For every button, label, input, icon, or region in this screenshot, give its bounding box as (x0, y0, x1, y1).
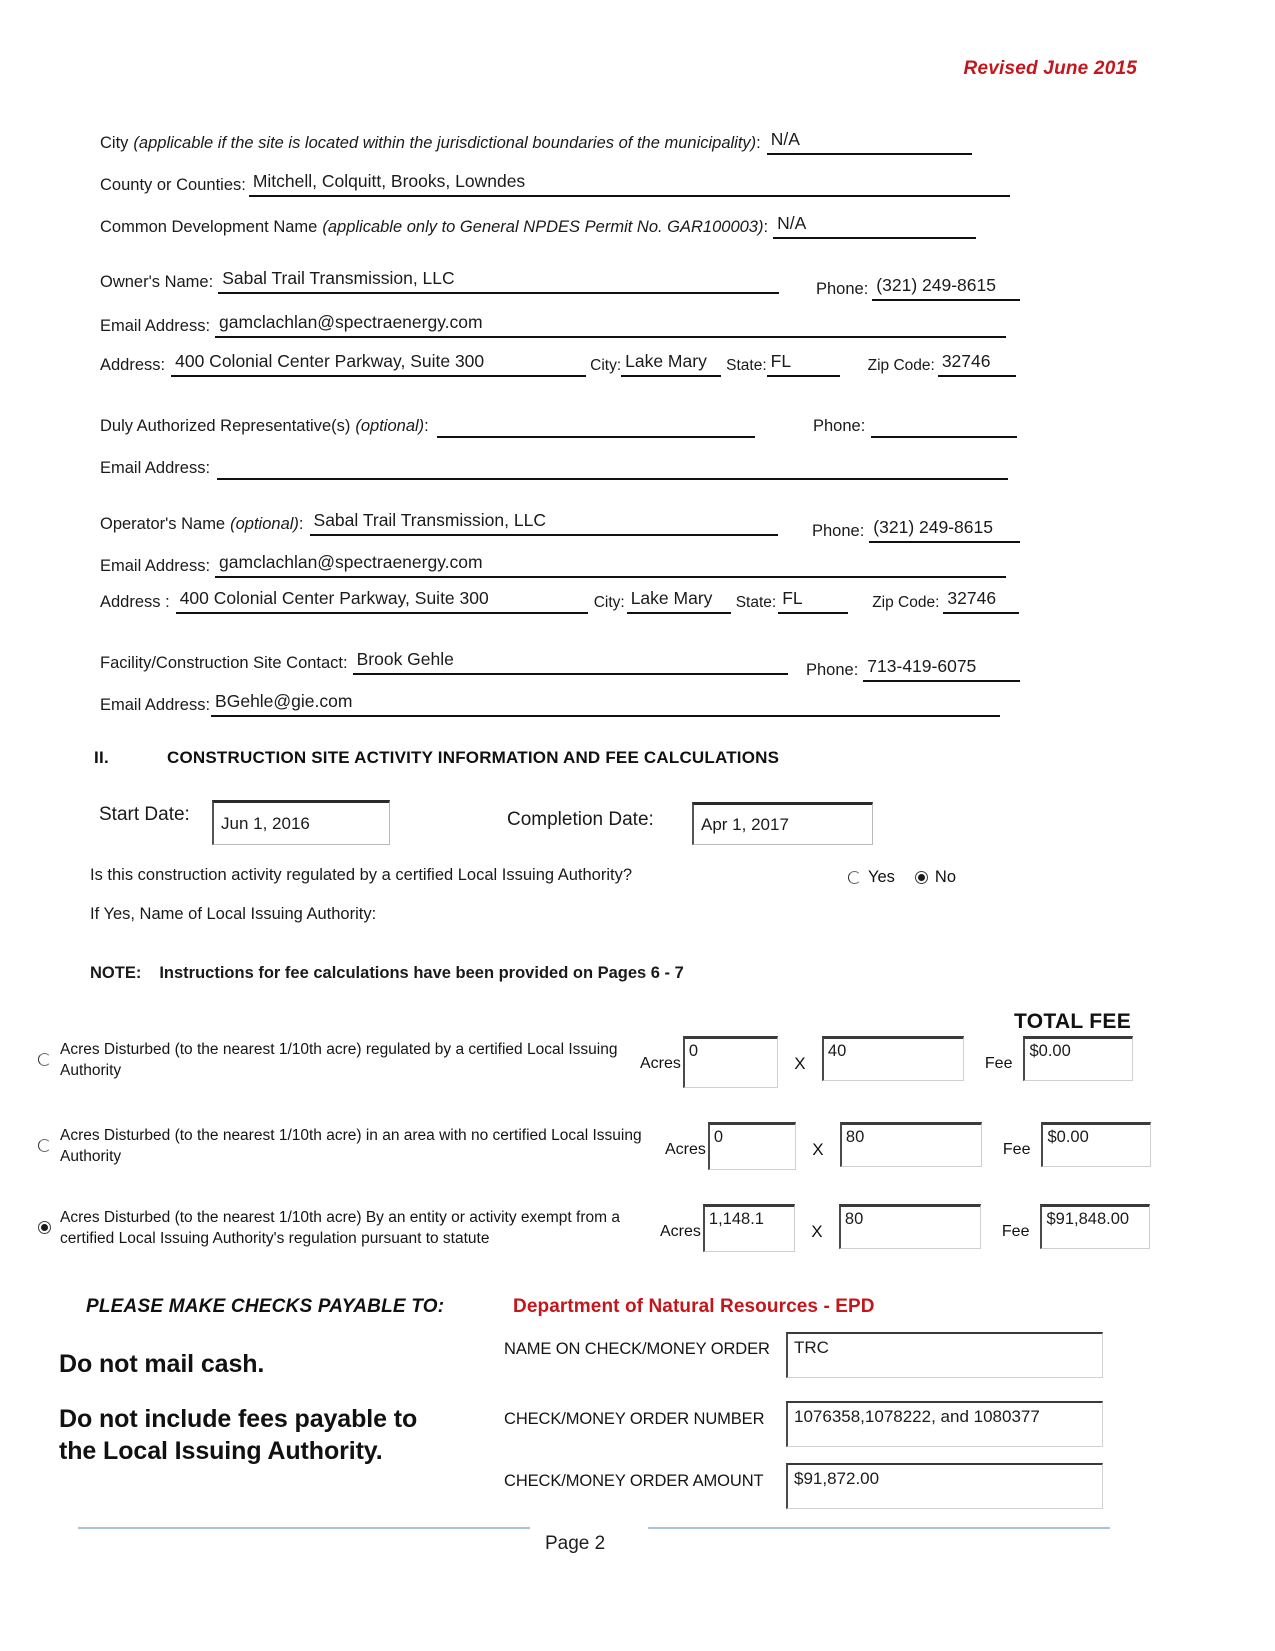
fee-row-2-acres-value: 0 (713, 1128, 724, 1146)
lia-question-wrap (90, 866, 632, 887)
fee-row-3-description: Acres Disturbed (to the nearest 1/10th acre) By an entity or activity exempt from a certified Local Issuing Authority's regulation pursuant to statute (60, 1209, 620, 1247)
fee-row-2 (38, 1122, 1151, 1170)
fee-row-1-description: Acres Disturbed (to the nearest 1/10th acre) regulated by a certified Local Issuing Authority (60, 1041, 618, 1079)
field-row-county (100, 172, 1010, 197)
footer-rule-left (78, 1527, 530, 1529)
representative-phone-input[interactable] (871, 413, 1017, 438)
owner-email-input[interactable] (215, 313, 1006, 338)
owner-name-value: Sabal Trail Transmission, LLC (222, 267, 455, 288)
fee-row-1-rate-input[interactable] (822, 1036, 964, 1081)
owner-email-label: Email Address: (100, 317, 211, 336)
operator-city-input[interactable] (627, 589, 731, 614)
city-value: N/A (770, 128, 800, 149)
field-row-common-development-name (100, 214, 976, 239)
field-row-site-contact-email (100, 692, 1000, 717)
fee-row-2-fee-label: Fee (1002, 1141, 1031, 1158)
operator-address-input[interactable] (176, 589, 588, 614)
site-contact-value: Brook Gehle (356, 648, 454, 669)
operator-zip-value: 32746 (947, 587, 997, 608)
fee-row-1-acres-value: 0 (688, 1042, 699, 1060)
warning-no-lia-fees-line1: Do not include fees payable to (59, 1405, 418, 1433)
fee-row-2-rate-input[interactable] (840, 1122, 982, 1167)
completion-date-input[interactable] (692, 802, 873, 845)
owner-zip-label: Zip Code: (867, 357, 935, 375)
operator-phone-label: Phone: (812, 522, 865, 541)
city-label: City (100, 134, 129, 153)
operator-phone-input[interactable] (869, 518, 1020, 543)
common-development-value: N/A (777, 212, 807, 233)
operator-phone-value: (321) 249-8615 (873, 516, 993, 537)
operator-email-value: gamclachlan@spectraenergy.com (219, 551, 483, 572)
owner-name-label: Owner's Name: (100, 273, 214, 292)
check-number-label: CHECK/MONEY ORDER NUMBER (504, 1410, 765, 1428)
note-label: NOTE: (90, 964, 142, 982)
site-contact-input[interactable] (353, 650, 788, 675)
field-row-owner-phone (816, 276, 1020, 301)
field-row-owner-email (100, 313, 1006, 338)
fee-row-3-rate-value: 80 (844, 1210, 864, 1228)
field-row-owner-address (100, 352, 1016, 377)
owner-email-value: gamclachlan@spectraenergy.com (219, 311, 483, 332)
operator-name-input[interactable] (310, 511, 778, 536)
representative-name-input[interactable] (437, 413, 755, 438)
fee-row-2-rate-value: 80 (845, 1128, 865, 1146)
fee-row-2-radio-wrap[interactable] (38, 1122, 60, 1152)
owner-state-input[interactable] (767, 352, 840, 377)
operator-name-label-qualifier: (optional) (230, 515, 299, 534)
fee-row-3-acres-input[interactable] (703, 1204, 795, 1252)
fee-row-2-fee-value: $0.00 (1047, 1128, 1089, 1146)
operator-name-value: Sabal Trail Transmission, LLC (313, 509, 546, 530)
completion-date-value: Apr 1, 2017 (701, 814, 789, 834)
lia-no-label: No (934, 868, 957, 886)
operator-zip-label: Zip Code: (872, 594, 940, 612)
city-label-qualifier: (applicable if the site is located within the jurisdictional boundaries of the municipality) (133, 134, 757, 153)
fee-row-1 (38, 1036, 1133, 1088)
common-development-input[interactable] (773, 214, 976, 239)
operator-email-input[interactable] (215, 553, 1006, 578)
fee-row-2-acres-label: Acres (665, 1141, 706, 1158)
fee-row-1-fee-input[interactable] (1023, 1036, 1133, 1081)
county-input[interactable] (249, 172, 1010, 197)
fee-row-2-acres-input[interactable] (708, 1122, 796, 1170)
warning-no-lia-fees-line2: the Local Issuing Authority. (59, 1437, 383, 1465)
fee-row-1-rate-value: 40 (827, 1042, 847, 1060)
representative-label-colon: : (424, 417, 429, 436)
owner-phone-input[interactable] (872, 276, 1020, 301)
lia-question-label: Is this construction activity regulated by a certified Local Issuing Authority? (90, 866, 633, 884)
fee-row-3-multiply-symbol: X (811, 1222, 823, 1241)
payable-to-value: Department of Natural Resources - EPD (513, 1296, 875, 1317)
owner-city-value: Lake Mary (625, 350, 707, 371)
field-row-representative-phone (813, 413, 1017, 438)
lia-name-label: If Yes, Name of Local Issuing Authority: (90, 905, 377, 923)
field-row-site-contact-phone (806, 657, 1020, 682)
fee-row-3-acres-label: Acres (660, 1223, 701, 1240)
field-row-representative-name (100, 413, 755, 438)
fee-row-1-multiply-symbol: X (794, 1054, 806, 1073)
completion-date-label-wrap (507, 809, 654, 833)
owner-address-label: Address: (100, 356, 166, 375)
operator-zip-input[interactable] (943, 589, 1019, 614)
start-date-input[interactable] (212, 800, 390, 845)
warning-no-cash: Do not mail cash. (59, 1350, 265, 1378)
city-input[interactable] (767, 130, 972, 155)
check-amount-input[interactable] (786, 1463, 1103, 1509)
site-contact-email-value: BGehle@gie.com (215, 690, 353, 711)
start-date-label-wrap (99, 804, 190, 828)
field-row-representative-email (100, 455, 1008, 480)
owner-zip-input[interactable] (938, 352, 1016, 377)
fee-row-3-fee-label: Fee (1001, 1223, 1030, 1240)
common-development-label-qualifier: (applicable only to General NPDES Permit No. GAR100003) (322, 218, 764, 237)
operator-state-label: State: (735, 594, 777, 612)
start-date-label: Start Date: (99, 804, 190, 825)
lia-yes-label: Yes (868, 868, 895, 886)
site-contact-email-label: Email Address: (100, 696, 211, 715)
owner-name-input[interactable] (218, 269, 779, 294)
fee-row-3-fee-input[interactable] (1040, 1204, 1150, 1249)
warning-no-lia-fees (59, 1403, 459, 1467)
check-amount-label: CHECK/MONEY ORDER AMOUNT (504, 1472, 764, 1490)
operator-city-label: City: (593, 594, 625, 612)
fee-row-1-fee-label: Fee (984, 1055, 1013, 1072)
county-value: Mitchell, Colquitt, Brooks, Lowndes (252, 170, 526, 191)
common-development-label-colon: : (763, 218, 769, 237)
owner-address-value: 400 Colonial Center Parkway, Suite 300 (175, 350, 485, 371)
fee-row-1-fee-value: $0.00 (1029, 1042, 1071, 1060)
fee-row-2-radio[interactable] (38, 1139, 51, 1152)
lia-no-radio[interactable] (915, 871, 928, 884)
field-row-operator-email (100, 553, 1006, 578)
fee-row-1-acres-label: Acres (640, 1055, 681, 1072)
fee-row-3 (38, 1204, 1150, 1252)
page-number: Page 2 (545, 1533, 606, 1554)
fee-row-3-radio-wrap[interactable] (38, 1204, 60, 1234)
county-label: County or Counties: (100, 176, 246, 195)
representative-label-qualifier: (optional) (355, 417, 425, 436)
fee-row-2-description: Acres Disturbed (to the nearest 1/10th acre) in an area with no certified Local Issuing Authority (60, 1127, 642, 1165)
completion-date-label: Completion Date: (507, 809, 654, 830)
field-row-operator-phone (812, 518, 1020, 543)
fee-row-1-acres-input[interactable] (683, 1036, 778, 1088)
owner-city-label: City: (590, 357, 622, 375)
operator-address-label: Address : (100, 593, 170, 612)
representative-phone-label: Phone: (813, 417, 866, 436)
note-text: Instructions for fee calculations have been provided on Pages 6 - 7 (159, 964, 684, 982)
representative-email-label: Email Address: (100, 459, 211, 478)
fee-row-3-acres-value: 1,148.1 (708, 1210, 764, 1228)
field-row-operator-name (100, 511, 778, 536)
footer-rule-right (648, 1527, 1110, 1529)
section-2-number: II. (94, 748, 110, 767)
site-contact-phone-value: 713-419-6075 (867, 655, 977, 676)
start-date-value: Jun 1, 2016 (221, 813, 310, 833)
lia-radio-group[interactable] (848, 868, 956, 887)
fee-row-2-multiply-symbol: X (812, 1140, 824, 1159)
owner-state-value: FL (770, 350, 792, 371)
payable-to-label: PLEASE MAKE CHECKS PAYABLE TO: (86, 1296, 445, 1317)
city-label-colon: : (756, 134, 761, 153)
common-development-label: Common Development Name (100, 218, 318, 237)
owner-city-input[interactable] (621, 352, 721, 377)
operator-name-label-colon: : (298, 515, 304, 534)
check-name-input[interactable] (786, 1332, 1103, 1378)
section-2-title: CONSTRUCTION SITE ACTIVITY INFORMATION AND FEE CALCULATIONS (167, 748, 780, 767)
owner-phone-value: (321) 249-8615 (876, 274, 996, 295)
fee-row-3-radio[interactable] (38, 1221, 51, 1234)
check-number-value: 1076358,1078222, and 1080377 (794, 1407, 1040, 1426)
fee-row-1-radio-wrap[interactable] (38, 1036, 60, 1066)
check-number-input[interactable] (786, 1401, 1103, 1447)
site-contact-phone-input[interactable] (863, 657, 1020, 682)
site-contact-phone-label: Phone: (806, 661, 859, 680)
site-contact-label: Facility/Construction Site Contact: (100, 654, 348, 673)
field-row-city (100, 130, 972, 155)
fee-row-3-fee-value: $91,848.00 (1046, 1210, 1130, 1228)
total-fee-header: TOTAL FEE (1014, 1010, 1132, 1033)
lia-yes-radio[interactable] (848, 871, 861, 884)
operator-address-value: 400 Colonial Center Parkway, Suite 300 (179, 587, 489, 608)
operator-name-label: Operator's Name (100, 515, 226, 534)
fee-row-3-rate-input[interactable] (839, 1204, 981, 1249)
owner-state-label: State: (726, 357, 767, 375)
fee-row-1-radio[interactable] (38, 1053, 51, 1066)
check-name-label: NAME ON CHECK/MONEY ORDER (504, 1340, 770, 1358)
note-wrap (90, 964, 684, 985)
field-row-operator-address (100, 589, 1019, 614)
operator-state-value: FL (782, 587, 803, 608)
operator-city-value: Lake Mary (630, 587, 713, 608)
revised-date-stamp: Revised June 2015 (963, 58, 1137, 79)
representative-label: Duly Authorized Representative(s) (100, 417, 351, 436)
owner-zip-value: 32746 (941, 350, 991, 371)
fee-row-2-fee-input[interactable] (1041, 1122, 1151, 1167)
check-name-value: TRC (794, 1338, 829, 1357)
owner-phone-label: Phone: (816, 280, 869, 299)
lia-name-wrap (90, 905, 384, 926)
representative-email-input[interactable] (217, 455, 1008, 480)
operator-state-input[interactable] (778, 589, 848, 614)
field-row-owner-name (100, 269, 779, 294)
operator-email-label: Email Address: (100, 557, 211, 576)
check-amount-value: $91,872.00 (794, 1469, 880, 1488)
site-contact-email-input[interactable] (211, 692, 1000, 717)
owner-address-input[interactable] (171, 352, 586, 377)
field-row-site-contact (100, 650, 788, 675)
